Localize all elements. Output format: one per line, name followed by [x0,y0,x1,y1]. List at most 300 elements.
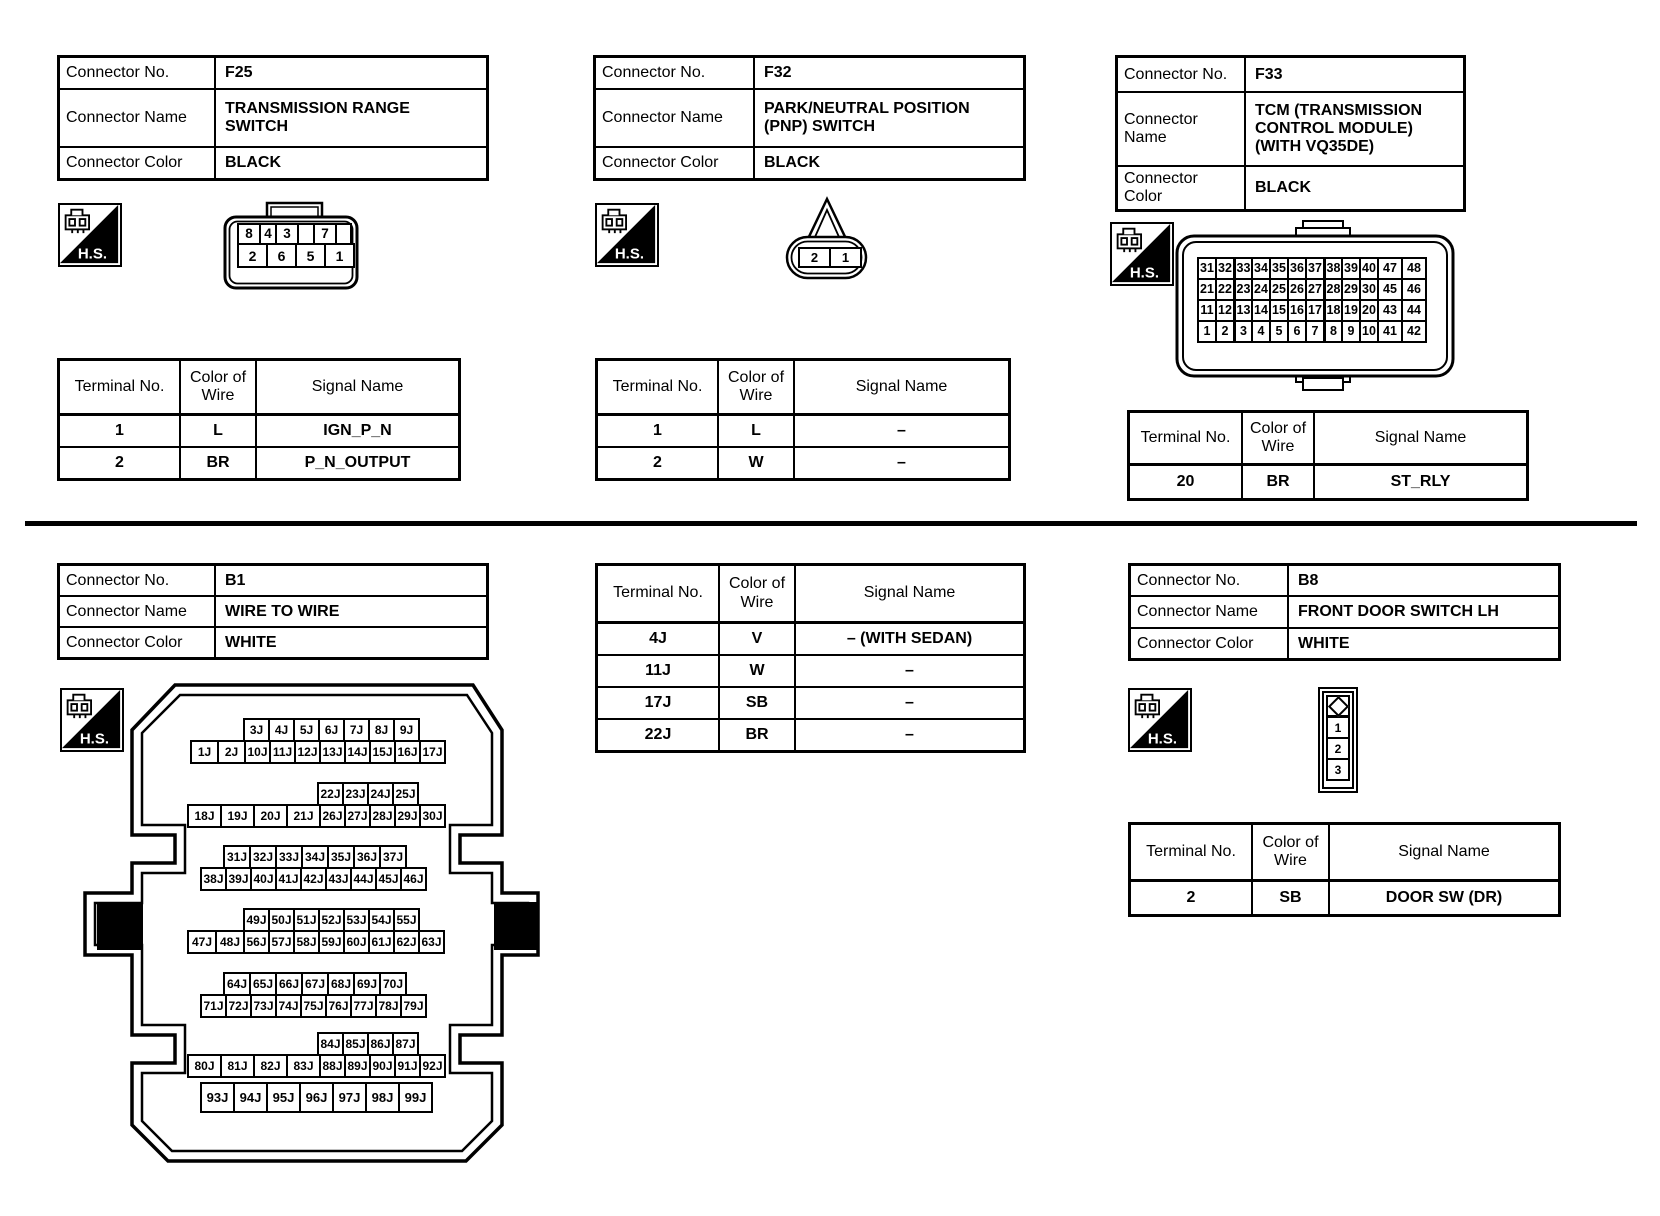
color-of-wire-header: Color of Wire [1243,413,1315,463]
connector-no-value: F33 [1255,65,1283,83]
pin-cell: 39 [1341,257,1361,280]
signal-name: ST_RLY [1390,473,1451,490]
pin-grid-f33-row2 [1197,278,1427,301]
terminal-no: 11J [598,656,720,686]
pin-cell [335,223,352,245]
signal-name: DOOR SW (DR) [1385,889,1503,906]
pin-cell: 57J [268,930,295,954]
pin-cell: 2 [237,243,268,268]
wire-color: L [719,416,795,446]
connector-no-value: B1 [225,571,246,589]
connector-name-value: TRANSMISSION RANGE SWITCH [225,100,410,135]
info-table-f32 [593,55,1026,181]
pin-cell: 62J [393,930,420,954]
pin-cell: 15 [1269,299,1289,322]
terminal-table-b8 [1128,822,1561,917]
wire-color: W [719,448,795,478]
info-row [60,146,486,178]
pin-cell: 35J [327,845,355,869]
pin-cell: 18J [187,804,222,828]
terminal-table-header [1130,413,1526,466]
pin-cell: 3 [1326,758,1350,781]
pin-cell: 26 [1287,278,1307,301]
connector-no-label: Connector No. [60,566,216,595]
pin-grid-b1-g5-top [223,972,407,996]
terminal-no-header: Terminal No. [60,361,181,413]
terminal-row [598,656,1023,688]
signal-name-header: Signal Name [855,377,948,395]
pin-cell: 15J [369,740,396,764]
pin-cell: 25J [392,782,419,806]
pin-cell: 18 [1323,299,1343,322]
pin-cell: 33 [1233,257,1253,280]
pin-cell: 14 [1251,299,1271,322]
info-row [60,626,486,657]
pin-cell: 26J [319,804,346,828]
pin-cell [1326,695,1350,718]
connector-color-label: Connector Color [596,148,755,178]
connector-no-value: F32 [764,64,792,81]
pin-cell: 65J [249,972,277,996]
connector-no-label: Connector No. [60,58,216,88]
pin-cell: 79J [400,994,427,1018]
pin-cell: 14J [344,740,371,764]
pin-cell: 40 [1359,257,1379,280]
pin-cell: 13J [319,740,346,764]
pin-cell: 85J [342,1032,369,1056]
connector-no-label: Connector No. [1131,566,1289,595]
signal-name: – (WITH SEDAN) [846,630,973,647]
pin-grid-b1-g2-top [317,782,419,806]
pin-grid-b1-g1-top [243,718,420,742]
pin-grid-b1-g7 [200,1082,433,1113]
connector-glyph-icon [603,210,626,233]
connector-color-value: WHITE [1298,634,1350,652]
pin-grid-b1-g4-top [243,908,420,932]
pin-cell: 3 [1233,320,1253,343]
pin-cell: 80J [187,1054,222,1078]
terminal-no-header: Terminal No. [1130,413,1243,463]
info-row [1131,566,1558,595]
terminal-table-header [1131,825,1558,882]
pin-cell: 64J [223,972,251,996]
pin-cell: 37 [1305,257,1325,280]
info-row [60,58,486,88]
pin-cell: 40J [250,867,277,891]
pin-cell: 24J [367,782,394,806]
pin-cell: 2 [1326,737,1350,760]
pin-cell: 35 [1269,257,1289,280]
pin-cell: 74J [275,994,302,1018]
connector-no-value: F25 [225,64,253,81]
color-of-wire-header: Color of Wire [181,361,257,413]
signal-name-header: Signal Name [1374,428,1467,446]
info-table-f33 [1115,55,1466,212]
pin-cell: 54J [368,908,395,932]
pin-cell: 8J [368,718,395,742]
connector-color-label: Connector Color [1131,629,1289,658]
pin-cell: 24 [1251,278,1271,301]
pin-cell: 6 [1287,320,1307,343]
pin-cell: 94J [233,1082,268,1113]
info-row [60,88,486,146]
pin-grid-b1-g6-top [317,1032,419,1056]
info-table-b1 [57,563,489,660]
pin-cell: 37J [379,845,407,869]
connector-name-label: Connector Name [60,90,216,146]
pin-cell: 27 [1305,278,1325,301]
connector-name-value: FRONT DOOR SWITCH LH [1298,603,1499,620]
pin-cell: 3J [243,718,270,742]
pin-cell: 11 [1197,299,1217,322]
pin-cell: 23 [1233,278,1253,301]
pin-cell: 45J [375,867,402,891]
hs-label: H.S. [77,245,107,263]
signal-name-header: Signal Name [1398,842,1490,860]
info-row [1131,627,1558,658]
pin-cell: 98J [365,1082,400,1113]
pin-grid-f25-top [237,223,352,245]
pin-cell: 1 [1326,716,1350,739]
pin-cell: 72J [225,994,252,1018]
connector-name-label: Connector Name [60,597,216,626]
terminal-no: 2 [598,448,719,478]
pin-cell: 13 [1233,299,1253,322]
connector-glyph-icon [1118,229,1141,252]
pin-cell: 48 [1401,257,1427,280]
pin-cell: 46J [400,867,427,891]
pin-cell: 48J [215,930,245,954]
info-row [596,88,1023,146]
terminal-no: 1 [60,416,181,446]
terminal-row [1131,882,1558,914]
pin-grid-b1-g1-bottom [190,740,446,764]
pin-cell: 4J [268,718,295,742]
pin-cell: 32 [1215,257,1235,280]
pin-cell: 19 [1341,299,1361,322]
pin-cell: 1 [1197,320,1217,343]
terminal-no: 20 [1130,466,1243,498]
terminal-table-header [60,361,458,416]
pin-cell: 19J [220,804,255,828]
pin-cell: 7J [343,718,370,742]
wire-color: L [181,416,257,446]
pin-cell: 22 [1215,278,1235,301]
pin-cell: 21 [1197,278,1217,301]
pin-cell: 11J [269,740,296,764]
wire-color: BR [1243,466,1315,498]
terminal-no-header: Terminal No. [598,566,720,621]
pin-cell: 81J [220,1054,255,1078]
signal-name: – [905,662,914,679]
pin-cell: 95J [266,1082,301,1113]
pin-cell: 41 [1377,320,1403,343]
pin-cell: 17J [419,740,446,764]
pin-cell: 83J [286,1054,321,1078]
left-lock-tab [97,902,143,950]
pin-grid-f32 [798,247,862,268]
wire-color: BR [720,720,796,750]
pin-cell: 31J [223,845,251,869]
connector-name-label: Connector Name [1131,597,1289,627]
pin-cell: 90J [369,1054,396,1078]
pin-cell: 12 [1215,299,1235,322]
connector-name-label: Connector Name [1118,93,1246,165]
pin-cell: 50J [268,908,295,932]
pin-cell: 86J [367,1032,394,1056]
pin-cell: 59J [318,930,345,954]
pin-cell: 87J [392,1032,419,1056]
connector-color-label: Connector Color [1118,167,1246,209]
terminal-row [60,416,458,448]
connector-no-value: B8 [1298,571,1319,589]
signal-name-header: Signal Name [863,584,956,602]
pin-cell: 2 [798,247,831,268]
wire-color: V [720,624,796,654]
hs-label: H.S. [1147,730,1177,748]
connector-glyph-icon [1136,695,1159,718]
color-of-wire-header: Color of Wire [1253,825,1330,879]
pin-grid-b1-g3-bottom [200,867,427,891]
pin-cell: 88J [319,1054,346,1078]
pin-cell: 27J [344,804,371,828]
pin-cell: 97J [332,1082,367,1113]
pin-cell: 21J [286,804,321,828]
wire-color: SB [720,688,796,718]
pin-cell: 91J [394,1054,421,1078]
pin-cell: 82J [253,1054,288,1078]
terminal-table-f32 [595,358,1011,481]
pin-cell: 16 [1287,299,1307,322]
terminal-no: 17J [598,688,720,718]
pin-cell: 47J [187,930,217,954]
terminal-row [598,720,1023,750]
terminal-no: 22J [598,720,720,750]
pin-grid-b1-g3-top [223,845,407,869]
pin-cell: 93J [200,1082,235,1113]
connector-name-value: WIRE TO WIRE [225,602,340,620]
signal-name: – [905,726,914,743]
pin-cell: 32J [249,845,277,869]
pin-cell: 56J [243,930,270,954]
pin-grid-f33-row4 [1197,320,1427,343]
terminal-row [598,624,1023,656]
pin-cell: 77J [350,994,377,1018]
pin-cell: 61J [368,930,395,954]
info-row [1118,58,1463,91]
pin-cell: 38J [200,867,227,891]
pin-cell: 43J [325,867,352,891]
pin-cell: 5J [293,718,320,742]
hs-logo [58,203,122,267]
pin-cell: 63J [418,930,445,954]
pin-cell: 38 [1323,257,1343,280]
pin-cell: 25 [1269,278,1289,301]
pin-cell: 42 [1401,320,1427,343]
pin-cell: 8 [237,223,261,245]
info-row [1118,165,1463,209]
signal-name-header: Signal Name [311,377,404,395]
wire-color: W [720,656,796,686]
info-row [596,146,1023,178]
hs-logo [1128,688,1192,752]
pin-cell: 16J [394,740,421,764]
pin-cell: 66J [275,972,303,996]
pin-cell: 55J [393,908,420,932]
pin-grid-b8 [1326,695,1350,781]
terminal-row [598,448,1008,478]
pin-cell: 67J [301,972,329,996]
pin-cell: 28J [369,804,396,828]
connector-glyph-icon [66,210,89,233]
pin-cell: 39J [225,867,252,891]
pin-grid-f25-bottom [237,243,355,268]
terminal-row [598,416,1008,448]
terminal-row [1130,466,1526,498]
pin-cell: 70J [379,972,407,996]
signal-name: – [897,422,906,439]
pin-cell: 2J [217,740,246,764]
pin-grid-b1-g6-bottom [187,1054,446,1078]
pin-cell: 71J [200,994,227,1018]
connector-name-label: Connector Name [596,90,755,146]
terminal-no-header: Terminal No. [598,361,719,413]
right-lock-tab [494,902,537,950]
pin-cell: 7 [313,223,337,245]
pin-cell: 31 [1197,257,1217,280]
signal-name: P_N_OUTPUT [304,454,411,471]
hs-label: H.S. [79,730,109,748]
pin-cell: 89J [344,1054,371,1078]
pin-cell: 76J [325,994,352,1018]
pin-cell: 28 [1323,278,1343,301]
pin-grid-b1-g5-bottom [200,994,427,1018]
pin-grid-f33-row1 [1197,257,1427,280]
pin-cell: 75J [300,994,327,1018]
pin-cell: 4 [259,223,277,245]
pin-cell: 34J [301,845,329,869]
connector-color-value: WHITE [225,633,277,651]
pin-cell: 5 [295,243,326,268]
pin-cell: 20J [253,804,288,828]
pin-cell: 20 [1359,299,1379,322]
pin-grid-b1-g4-bottom [187,930,445,954]
pin-cell: 78J [375,994,402,1018]
pin-cell: 43 [1377,299,1403,322]
pin-cell: 1 [829,247,862,268]
terminal-no: 4J [598,624,720,654]
connector-color-value: BLACK [225,154,281,171]
pin-cell: 1 [324,243,355,268]
terminal-table-f33 [1127,410,1529,501]
pin-cell: 30 [1359,278,1379,301]
pin-grid-f33-row3 [1197,299,1427,322]
connector-name-value: PARK/NEUTRAL POSITION (PNP) SWITCH [764,100,970,135]
connector-name-value: TCM (TRANSMISSION CONTROL MODULE) (WITH VQ35DE) [1255,102,1423,155]
pin-cell: 4 [1251,320,1271,343]
pin-cell: 60J [343,930,370,954]
pin-cell: 22J [317,782,344,806]
pin-cell: 12J [294,740,321,764]
color-of-wire-header: Color of Wire [719,361,795,413]
pin-cell: 42J [300,867,327,891]
pin-cell: 99J [398,1082,433,1113]
hs-logo [1110,222,1174,286]
hs-label: H.S. [1129,264,1159,282]
pin-cell: 30J [419,804,446,828]
section-divider [25,521,1637,526]
pin-cell: 3 [275,223,299,245]
connector-color-value: BLACK [764,154,820,171]
pin-cell: 6J [318,718,345,742]
pin-cell: 73J [250,994,277,1018]
terminal-row [598,688,1023,720]
color-of-wire-header: Color of Wire [720,566,796,621]
info-row [1118,91,1463,165]
pin-cell: 34 [1251,257,1271,280]
hs-logo [595,203,659,267]
pin-cell: 1J [190,740,219,764]
pin-cell: 6 [266,243,297,268]
info-row [60,595,486,626]
pin-cell: 41J [275,867,302,891]
terminal-no-header: Terminal No. [1131,825,1253,879]
keying-diamond-icon [1327,695,1348,716]
terminal-no: 1 [598,416,719,446]
pin-cell: 46 [1401,278,1427,301]
pin-cell: 84J [317,1032,344,1056]
pin-cell: 45 [1377,278,1403,301]
pin-cell: 69J [353,972,381,996]
info-table-f25 [57,55,489,181]
hs-label: H.S. [614,245,644,263]
connector-no-label: Connector No. [596,58,755,88]
pin-cell: 29 [1341,278,1361,301]
pin-cell: 7 [1305,320,1325,343]
pin-cell: 47 [1377,257,1403,280]
pin-cell: 92J [419,1054,446,1078]
connector-color-label: Connector Color [60,148,216,178]
connector-color-label: Connector Color [60,628,216,657]
pin-cell: 8 [1323,320,1343,343]
pin-cell: 17 [1305,299,1325,322]
pin-cell: 2 [1215,320,1235,343]
terminal-table-header [598,566,1023,624]
pin-cell: 29J [394,804,421,828]
terminal-table-f25 [57,358,461,481]
signal-name: IGN_P_N [323,422,392,439]
pin-grid-b1-g2-bottom [187,804,446,828]
pin-cell: 51J [293,908,320,932]
info-row [1131,595,1558,627]
terminal-no: 2 [1131,882,1253,914]
connector-color-value: BLACK [1255,179,1311,196]
pin-cell: 10 [1359,320,1379,343]
pin-cell: 53J [343,908,370,932]
pin-cell: 49J [243,908,270,932]
pin-cell: 96J [299,1082,334,1113]
pin-cell: 5 [1269,320,1289,343]
terminal-no: 2 [60,448,181,478]
pin-cell: 68J [327,972,355,996]
terminal-table-b1 [595,563,1026,753]
pin-cell: 36J [353,845,381,869]
pin-cell: 52J [318,908,345,932]
signal-name: – [905,694,914,711]
pin-cell: 9J [393,718,420,742]
info-row [596,58,1023,88]
connector-drawing-f32 [780,195,875,285]
